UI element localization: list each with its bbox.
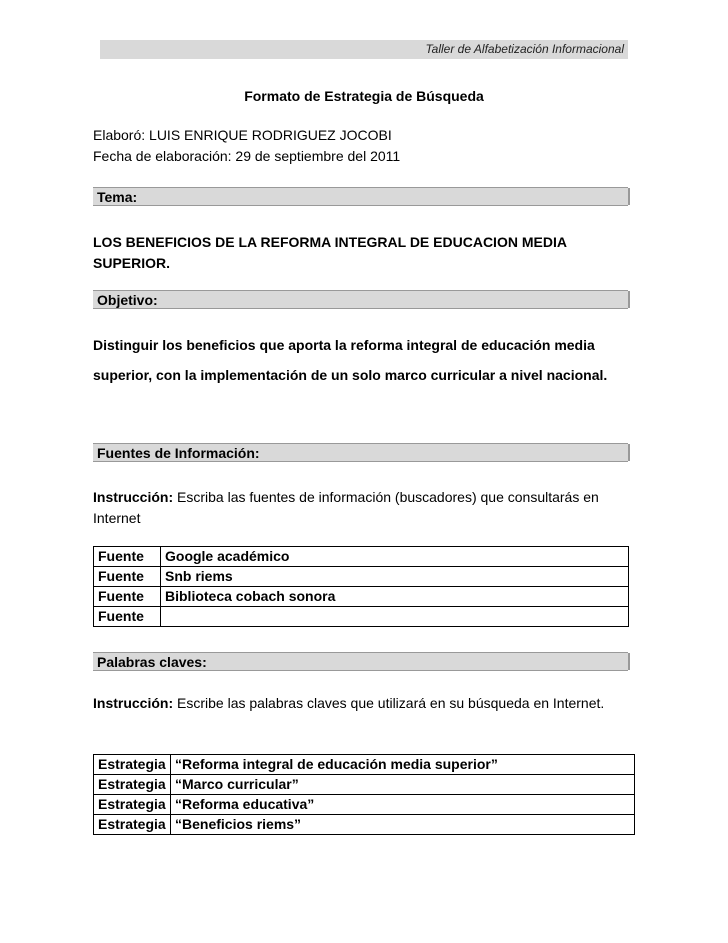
- estrategia-label: Estrategia: [94, 775, 171, 795]
- table-row: [94, 815, 635, 835]
- fuente-value: Google académico: [161, 547, 629, 567]
- estrategia-value: “Beneficios riems”: [171, 815, 635, 835]
- section-tema-heading: Tema:: [93, 187, 628, 206]
- palabras-table: [93, 754, 635, 835]
- palabras-instruction: [93, 693, 628, 714]
- section-palabras-heading: Palabras claves:: [93, 652, 628, 671]
- table-row: [94, 567, 629, 587]
- fuentes-instruction: [93, 487, 628, 529]
- section-objetivo-heading: Objetivo:: [93, 290, 628, 309]
- objetivo-text: Distinguir los beneficios que aporta la reforma integral de educación media superior, con la implementación de un solo marco curricular a nivel nacional.: [93, 337, 608, 383]
- table-row: [94, 587, 629, 607]
- fuente-label: Fuente: [94, 567, 161, 587]
- section-fuentes-heading: Fuentes de Información:: [93, 443, 628, 462]
- fuente-label: Fuente: [94, 607, 161, 627]
- tema-text: LOS BENEFICIOS DE LA REFORMA INTEGRAL DE EDUCACION MEDIA SUPERIOR.: [93, 234, 567, 271]
- estrategia-label: Estrategia: [94, 815, 171, 835]
- fuente-value: Biblioteca cobach sonora: [161, 587, 629, 607]
- table-row: [94, 775, 635, 795]
- table-row: [94, 795, 635, 815]
- palabras-instruction-text: Escribe las palabras claves que utilizará en su búsqueda en Internet.: [173, 695, 605, 711]
- header-band: [100, 40, 628, 59]
- fuente-label: Fuente: [94, 587, 161, 607]
- header-text: Taller de Alfabetización Informacional: [425, 42, 624, 56]
- fuente-value: Snb riems: [161, 567, 629, 587]
- table-row: [94, 607, 629, 627]
- document-title: Formato de Estrategia de Búsqueda: [244, 88, 484, 104]
- table-row: [94, 547, 629, 567]
- fuente-value: [161, 607, 629, 627]
- fuentes-table: [93, 546, 629, 627]
- estrategia-value: “Reforma educativa”: [171, 795, 635, 815]
- estrategia-label: Estrategia: [94, 795, 171, 815]
- palabras-instruction-label: Instrucción:: [93, 695, 174, 711]
- date-line: Fecha de elaboración: 29 de septiembre del 2011: [93, 148, 401, 164]
- author-line: Elaboró: LUIS ENRIQUE RODRIGUEZ JOCOBI: [93, 127, 392, 143]
- fuente-label: Fuente: [94, 547, 161, 567]
- estrategia-label: Estrategia: [94, 755, 171, 775]
- estrategia-value: “Marco curricular”: [171, 775, 635, 795]
- fuentes-instruction-label: Instrucción:: [93, 489, 174, 505]
- estrategia-value: “Reforma integral de educación media superior”: [171, 755, 635, 775]
- table-row: [94, 755, 635, 775]
- fuentes-instruction-text: Escriba las fuentes de información (buscadores) que consultarás en Internet: [93, 489, 599, 526]
